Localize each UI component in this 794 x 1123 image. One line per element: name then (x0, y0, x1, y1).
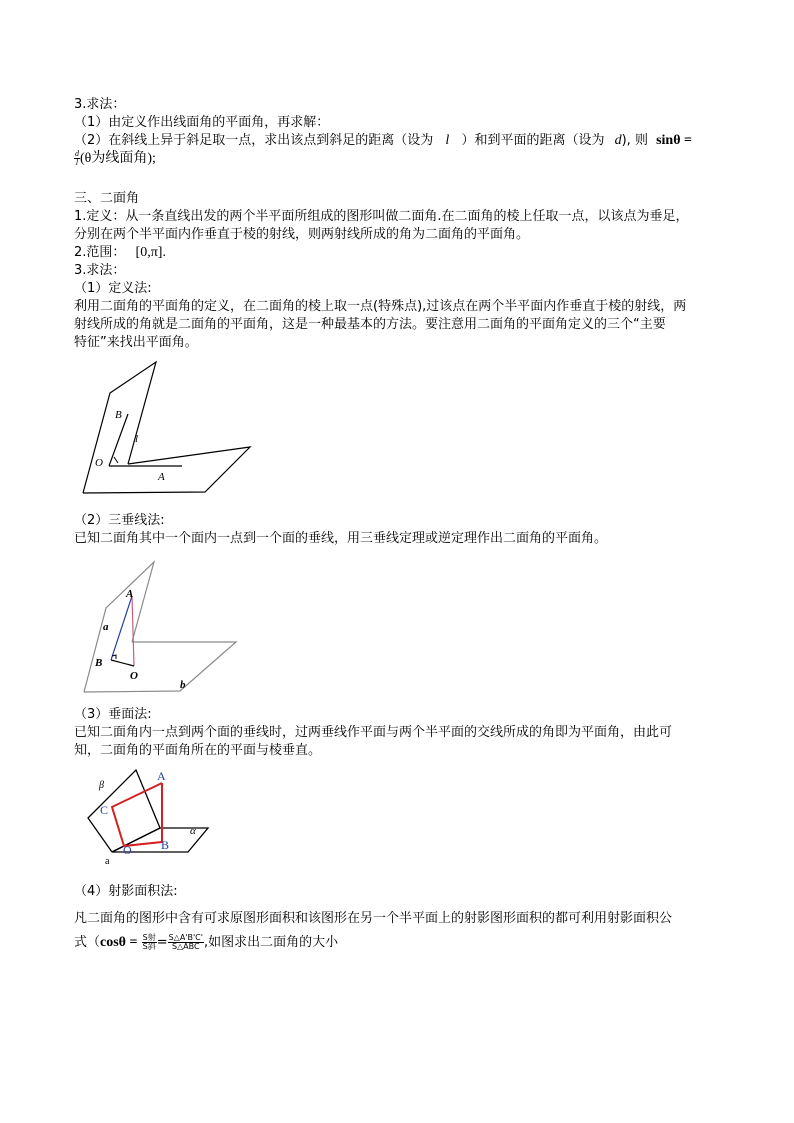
cos-theta: cosθ = (100, 935, 138, 950)
method-4-line-1: 凡二面角的图形中含有可求原图形面积和该图形在另一个半平面上的射影图形面积的都可利用射影面积公 (74, 911, 673, 926)
figure-perpendicular-plane (84, 766, 214, 866)
heading-method-3: 3.求法： (74, 97, 126, 112)
m4-f1-den: S斜 (142, 942, 156, 951)
fig2-label-a: a (103, 621, 109, 633)
fig2-label-O: O (130, 670, 138, 682)
method-item-2 (74, 132, 692, 149)
fig2-label-A: A (126, 588, 134, 600)
var-d: d (614, 133, 622, 148)
m4-f2-den: S△ABC (171, 942, 200, 951)
method-2-line-1: 已知二面角其中一个面内一点到一个面的垂线，用三垂线定理或逆定理作出二面角的平面角。 (74, 531, 608, 546)
fig2-label-B: B (95, 657, 103, 669)
fig1-label-A: A (158, 471, 165, 483)
method-4-line-2 (74, 934, 338, 951)
figure-definition-method (80, 358, 260, 498)
fig1-label-B: B (115, 409, 122, 421)
range-line (74, 244, 166, 261)
fig1-label-O: O (95, 457, 103, 469)
fig3-label-B: B (161, 838, 170, 852)
m4-prefix: 式（ (74, 935, 101, 950)
range-value: [0,π]. (135, 245, 166, 260)
method-3-line-2: 知，二面角的平面角所在的平面与棱垂直。 (74, 743, 322, 758)
frac-den: l (75, 158, 79, 167)
sin-theta: sinθ = (656, 133, 693, 148)
method-3-line-1: 已知二面角内一点到两个面的垂线时，过两垂线作平面与两个半平面的交线所成的角即为平面角，由此可 (74, 725, 673, 740)
item2-part-a: （2）在斜线上异于斜足取一点，求出该点到斜足的距离（设为 (74, 133, 434, 148)
definition-line-1: 1.定义：从一条直线出发的两个半平面所组成的图形叫做二面角.在二面角的棱上任取一点，以该点为垂足， (74, 209, 689, 224)
method-heading: 3.求法： (74, 263, 126, 278)
m4-equals: = (156, 935, 168, 950)
method-1-line-2: 射线所成的角就是二面角的平面角，这是一种最基本的方法。要注意用二面角的平面角定义的三个“主要 (74, 317, 666, 332)
frac-num: d (75, 149, 79, 158)
fig3-label-A: A (157, 769, 166, 783)
definition-line-2: 分别在两个半平面内作垂直于棱的射线，则两射线所成的角为二面角的平面角。 (74, 227, 530, 242)
method-2-title: （2）三垂线法: (74, 513, 165, 528)
fig3-label-alpha: α (190, 825, 196, 837)
fig3-label-O: O (123, 843, 132, 857)
item2-part-c: ), 则 (621, 133, 648, 148)
fig3-label-a: a (105, 856, 110, 867)
fig2-label-b: b (180, 679, 186, 691)
figure-three-perpendiculars (82, 560, 242, 695)
method-1-line-3: 特征”来找出平面角。 (74, 335, 198, 350)
fig3-label-beta: β (99, 780, 104, 791)
var-l: l (445, 133, 450, 148)
fig1-label-l: l (135, 433, 139, 445)
method-4-title: （4）射影面积法: (74, 884, 178, 899)
range-label: 2.范围： (74, 245, 126, 260)
method-item-1: （1）由定义作出线面角的平面角，再求解： (74, 115, 330, 130)
fraction-s-proj-over-s-oblique (142, 934, 157, 951)
method-1-line-1: 利用二面角的平面角的定义，在二面角的棱上取一点(特殊点),过该点在两个半平面内作垂直于棱的射线，两 (74, 299, 687, 314)
m4-f2-num: S△A'B'C' (168, 933, 203, 942)
method-item-2-cont (74, 150, 156, 167)
fig3-label-C: C (100, 803, 109, 817)
method-1-title: （1）定义法: (74, 281, 152, 296)
method-3-title: （3）垂面法: (74, 707, 152, 722)
item2-tail: (θ为线面角); (80, 151, 156, 166)
m4-suffix: ,如图求出二面角的大小 (203, 935, 339, 950)
item2-part-b: ）和到平面的距离（设为 (461, 133, 605, 148)
fraction-triangle-areas (168, 934, 204, 951)
m4-f1-num: S射 (142, 933, 156, 942)
section-title: 三、二面角 (74, 191, 140, 206)
